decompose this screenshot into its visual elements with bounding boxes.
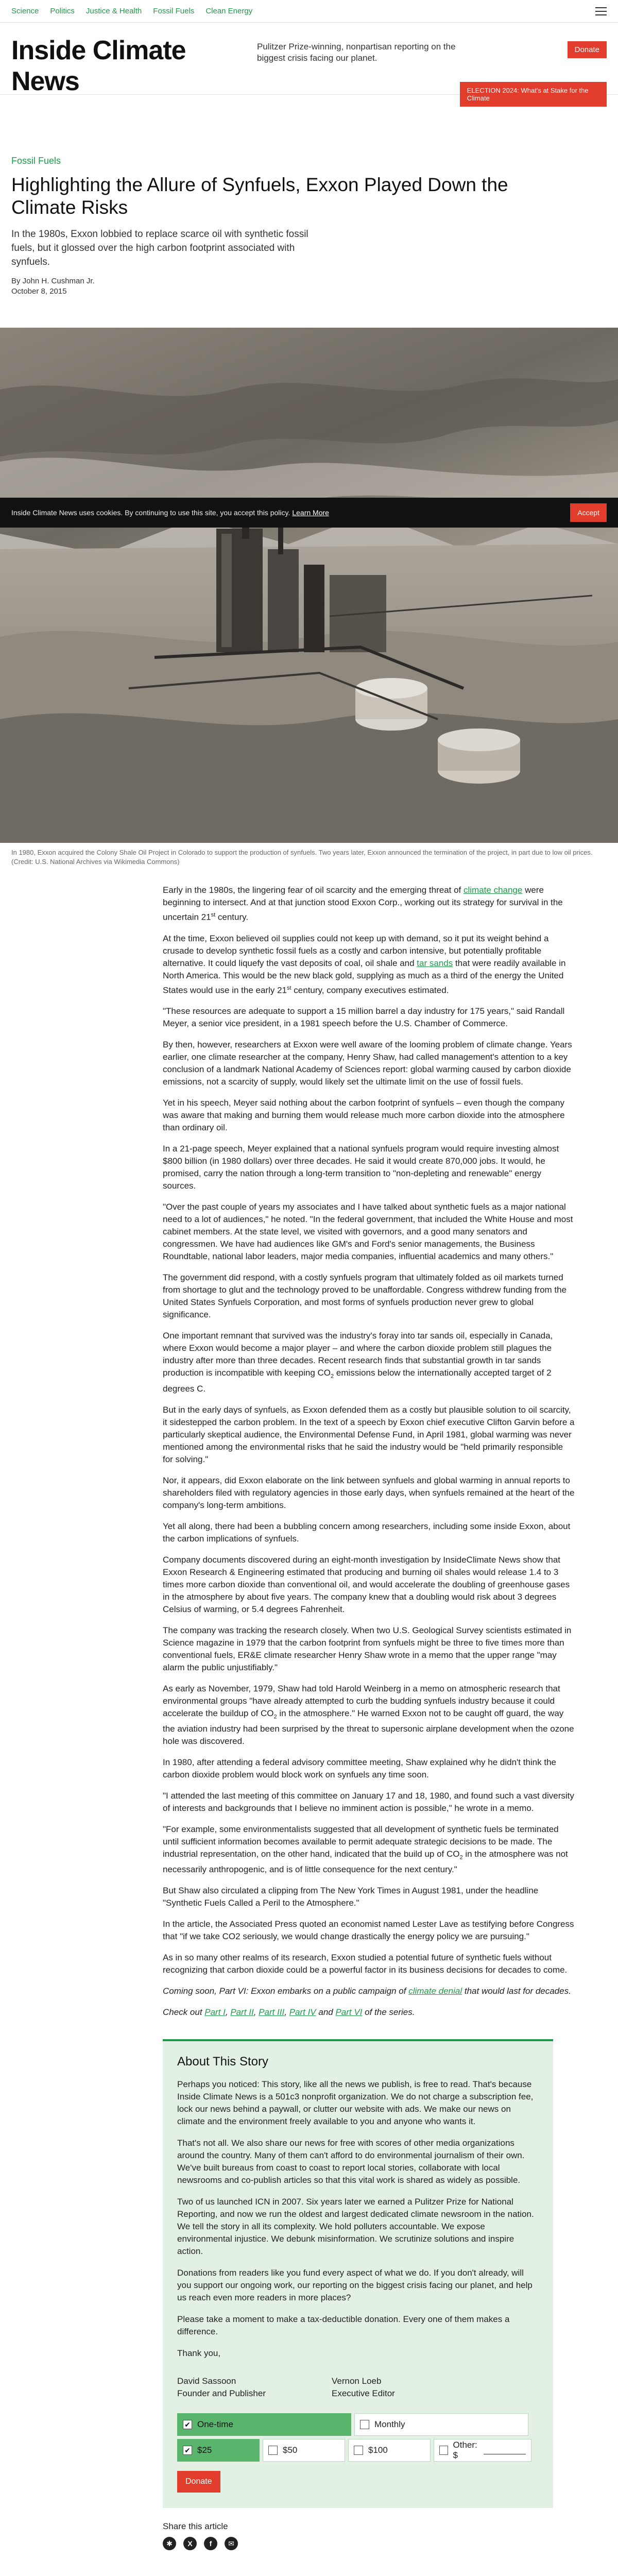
top-nav (0, 0, 618, 23)
paragraph: In 1980, after attending a federal advisory committee meeting, Shaw explained why he didn't think the carbon dioxide problem would block work on synfuels any time soon. (163, 1757, 556, 1780)
paragraph: Early in the 1980s, the lingering fear of oil scarcity and the emerging threat of climate change were beginning to intersect. And at that junction stood Exxon Corp., working out its strategy for survival in the uncertain 21st century. (163, 885, 563, 922)
paragraph: One important remnant that survived was the industry's foray into tar sands oil, especially in Canada, where Exxon would become a major player – and where the carbon dioxide problem still plagues the industry after more than three decades. Recent research finds that substantial growth in tar sands production is incompatible with keeping $CO_2$ emissions below the internationally accepted target of 2 degrees C. (163, 1331, 553, 1394)
header-donate-button[interactable]: Donate (568, 41, 607, 58)
part-4-link[interactable]: Part IV (289, 2007, 316, 2018)
nav-fossil-fuels[interactable]: Fossil Fuels (153, 7, 195, 15)
about-paragraph: Please take a moment to make a tax-deductible donation. Every one of them makes a difference. (177, 2314, 510, 2337)
article-headline: Highlighting the Allure of Synfuels, Exxon Played Down the Climate Risks (11, 174, 508, 218)
coming-soon-note: Coming soon, Part VI: Exxon embarks on a public campaign of climate denial that would last for decades. (163, 1986, 571, 1996)
share-title: Share this article (163, 2521, 228, 2532)
article-dek: In the 1980s, Exxon lobbied to replace scarce oil with synthetic fossil fuels, but it glossed over the high carbon footprint associated with synfuels. (11, 229, 308, 267)
paragraph: As early as November, 1979, Shaw had told Harold Weinberg in a memo on atmospheric research that environmental groups "have already attempted to curb the budding synfuels industry because it could accelerate the buildup of $CO_2$ in the atmosphere." He warned Exxon not to be caught off guard, the way the aviation industry had been surprised by the threat to supersonic airplane development when the ozone hole was discovered. (163, 1683, 574, 1747)
cookie-text: Inside Climate News uses cookies. By continuing to use this site, you accept this policy. (11, 509, 290, 517)
nav-politics[interactable]: Politics (50, 7, 75, 15)
checkbox-icon (439, 2446, 448, 2455)
donation-frequency (177, 2413, 539, 2436)
about-title: About This Story (177, 2055, 268, 2069)
paragraph: At the time, Exxon believed oil supplies could not keep up with demand, so it put its weight behind a crusade to develop synthetic fossil fuels as a costly and carbon intensive, but potentially profitable alternative. It could liquefy the vast deposits of coal, oil shale and tar sands that were readily available in North America. This would be the new black gold, supplying as much as a third of the energy the United States would use in the early 21st century, company executives estimated. (163, 933, 566, 995)
tar-sands-link[interactable]: tar sands (417, 958, 453, 968)
nav-clean-energy[interactable]: Clean Energy (205, 7, 253, 15)
paragraph: "These resources are adequate to support a 15 million barrel a day industry for 175 years," said Randall Meyer, a senior vice president, in a 1981 speech before the U.S. Chamber of Commerce. (163, 1006, 565, 1029)
paragraph: As in so many other realms of its research, Exxon studied a potential future of synthetic fuels without recognizing that carbon dioxide could be a powerful factor in its business decisions for decades to come. (163, 1953, 568, 1975)
other-amount-input[interactable] (484, 2446, 526, 2454)
x-icon[interactable]: X (183, 2537, 197, 2550)
hero-image (0, 328, 618, 843)
part-2-link[interactable]: Part II (230, 2007, 254, 2018)
cookie-accept-button[interactable]: Accept (570, 503, 607, 522)
paragraph: The company was tracking the research closely. When two U.S. Geological Survey scientists estimated in Science magazine in 1979 that the carbon footprint from synfuels might be three to five times more than conventional fuels, ER&E climate researcher Henry Shaw wrote in a memo that the upper range "may alarm the public unjustifiably." (163, 1625, 572, 1672)
paragraph: In the article, the Associated Press quoted an economist named Lester Lave as testifying before Congress that "if we take CO2 seriously, we would change drastically the energy policy we are pursuing." (163, 1919, 574, 1942)
part-6-link[interactable]: Part VI (335, 2007, 363, 2018)
nav-justice-health[interactable]: Justice & Health (85, 7, 142, 15)
byline (11, 276, 618, 297)
about-paragraph: Two of us launched ICN in 2007. Six years later we earned a Pulitzer Prize for National Reporting, and now we run the oldest and largest dedicated climate newsroom in the nation. We tell the story in all its complexity. We hold polluters accountable. We expose environmental injustice. We debunk misinformation. We scrutinize solutions and inspire action. (177, 2197, 534, 2257)
paragraph: Company documents discovered during an eight-month investigation by InsideClimate News show that Exxon Research & Engineering estimated that producing and burning oil shales would release 1.4 to 3 times more carbon dioxide than conventional oil, and would accelerate the doubling of greenhouse gases in the atmosphere by about five years. The company knew that a doubling would risk about 3 degrees Celsius of warming, or 5.4 degrees Fahrenheit. (163, 1554, 570, 1614)
about-paragraph: Thank you, (177, 2348, 221, 2359)
image-caption: In 1980, Exxon acquired the Colony Shale Oil Project in Colorado to support the production of synfuels. Two years later, Exxon announced the termination of the project, in part due to low oil prices. (Credit: U.S. National Archives via Wikimedia Commons) (11, 849, 593, 866)
checkbox-icon (360, 2420, 369, 2429)
about-paragraph: Donations from readers like you fund every aspect of what we do. If you don't already, will you support our ongoing work, our reporting on the biggest crisis facing our planet, and help us reach even more readers in more places? (177, 2268, 533, 2303)
part-1-link[interactable]: Part I (204, 2007, 226, 2018)
checkmark-icon: ✔ (183, 2446, 192, 2455)
signer-title: Founder and Publisher (177, 2388, 266, 2399)
signer-title: Executive Editor (332, 2388, 395, 2399)
amount-50-option[interactable]: $50 (263, 2439, 345, 2462)
bluesky-icon[interactable]: ✱ (163, 2537, 176, 2550)
cookie-learn-more-link[interactable]: Learn More (292, 509, 329, 517)
oil-shale-plant-photo (0, 328, 618, 843)
paragraph: But in the early days of synfuels, as Exxon defended them as a costly but plausible solution to oil scarcity, it sidestepped the carbon problem. In the text of a speech by Exxon chief executive Clifton Garvin before a particularly skeptical audience, the Environmental Defense Fund, in April 1981, global warming was never mentioned among the environmental risks that he said the industry would be "held primarily responsible for solving." (163, 1404, 575, 1464)
donation-amounts (177, 2439, 539, 2462)
site-tagline: Pulitzer Prize-winning, nonpartisan reporting on the biggest crisis facing our planet. (257, 42, 456, 63)
checkbox-icon (268, 2446, 278, 2455)
facebook-icon[interactable]: f (204, 2537, 217, 2550)
election-banner-link[interactable]: ELECTION 2024: What's at Stake for the Climate (460, 82, 607, 107)
signer-name: Vernon Loeb (332, 2376, 382, 2386)
email-icon[interactable]: ✉ (225, 2537, 238, 2550)
checkmark-icon: ✔ (183, 2420, 192, 2429)
paragraph: By then, however, researchers at Exxon were well aware of the looming problem of climate change. Years earlier, one climate researcher at the company, Henry Shaw, had called management's attention to a key conclusion of a landmark National Academy of Sciences report: global warming caused by carbon dioxide emissions, not a scarcity of supply, would likely set the ultimate limit on the use of fossil fuels. (163, 1040, 572, 1087)
paragraph: Nor, it appears, did Exxon elaborate on the link between synfuels and global warming in annual reports to shareholders filed with regulatory agencies in those early days, when synfuels remained at the heart of the company's long-term ambitions. (163, 1475, 575, 1510)
signer-name: David Sassoon (177, 2376, 236, 2386)
site-logo[interactable]: Inside Climate News (11, 36, 186, 96)
part-3-link[interactable]: Part III (259, 2007, 285, 2018)
article-category[interactable]: Fossil Fuels (11, 156, 61, 166)
paragraph: "I attended the last meeting of this committee on January 17 and 18, 1980, and found such a vast diversity of interests and backgrounds that I believe no imminent action is possible," he wrote in a memo. (163, 1791, 574, 1814)
signatures (177, 2375, 539, 2400)
one-time-option[interactable]: ✔ One-time (177, 2413, 351, 2436)
paragraph: In a 21-page speech, Meyer explained that a national synfuels program would require investing almost $800 billion (in 1980 dollars) over three decades. He said it would create 870,000 jobs. It would, he promised, carry the nation through a long-term transition to "non-depleting and renewable" energy sources. (163, 1144, 559, 1191)
share-section (163, 2521, 618, 2550)
about-paragraph: That's not all. We also share our news for free with scores of other media organizations around the country. Many of them can't afford to do environmental journalism of their own. We've built bureaus from coast to coast to report local stories, collaborate with local newsrooms and co-publish articles so that this vital work is shared as widely as possible. (177, 2138, 525, 2185)
about-donate-button[interactable]: Donate (177, 2471, 220, 2493)
author-link[interactable]: By John H. Cushman Jr. (11, 277, 95, 285)
publish-date: October 8, 2015 (11, 287, 67, 296)
hamburger-menu-icon[interactable] (595, 7, 607, 15)
amount-25-option[interactable]: ✔ $25 (177, 2439, 260, 2462)
paragraph: Yet in his speech, Meyer said nothing about the carbon footprint of synfuels – even though the company was aware that making and burning them would release much more carbon dioxide into the atmosphere than ordinary oil. (163, 1098, 565, 1133)
amount-100-option[interactable]: $100 (348, 2439, 431, 2462)
paragraph: "For example, some environmentalists suggested that all development of synthetic fuels be terminated until sufficient information becomes available to permit adequate strategic decisions to be made. The industrial representation, on the other hand, indicated that the build up of $CO_2$ in the atmosphere was not necessarily anthropogenic, and is of little consequence for the next century." (163, 1824, 568, 1875)
climate-denial-link[interactable]: climate denial (408, 1986, 462, 1996)
about-this-story-box (163, 2039, 553, 2508)
paragraph: The government did respond, with a costly synfuels program that ultimately folded as oil markets turned from shortage to glut and the technology proved to be unaffordable. Congress withdrew funding from the United States Synfuels Corporation, and most forms of synfuels production never grew to global significance. (163, 1273, 567, 1320)
paragraph: But Shaw also circulated a clipping from The New York Times in August 1981, under the headline "Synthetic Fuels Called a Peril to the Atmosphere." (163, 1886, 539, 1908)
checkbox-icon (354, 2446, 363, 2455)
climate-change-link[interactable]: climate change (464, 885, 523, 895)
series-links: Check out Part I, Part II, Part III, Part IV and Part VI of the series. (163, 2007, 415, 2018)
monthly-option[interactable]: Monthly (354, 2413, 528, 2436)
nav-science[interactable]: Science (11, 7, 39, 15)
paragraph: "Over the past couple of years my associates and I have talked about synthetic fuels as a major national need to a lot of audiences," he noted. "In the federal government, that included the White House and most cabinet members. At the state level, we visited with governors, and a good many senators and congressmen. We have had audiences like GM's and Ford's senior managements, the Business Roundtable, national labor leaders, major media companies, influential academics and many others." (163, 1202, 573, 1262)
masthead (0, 23, 618, 102)
about-paragraph: Perhaps you noticed: This story, like all the news we publish, is free to read. That's because Inside Climate News is a 501c3 nonprofit organization. We do not charge a subscription fee, lock our news behind a paywall, or clutter our website with ads. We make our news on climate and the environment freely available to you and anyone who wants it. (177, 2079, 534, 2127)
cookie-banner (0, 498, 618, 528)
article-body (163, 884, 575, 2019)
amount-other-option[interactable]: Other: $ (434, 2439, 531, 2462)
paragraph: Yet all along, there had been a bubbling concern among researchers, including some inside Exxon, about the carbon implications of synfuels. (163, 1521, 571, 1544)
